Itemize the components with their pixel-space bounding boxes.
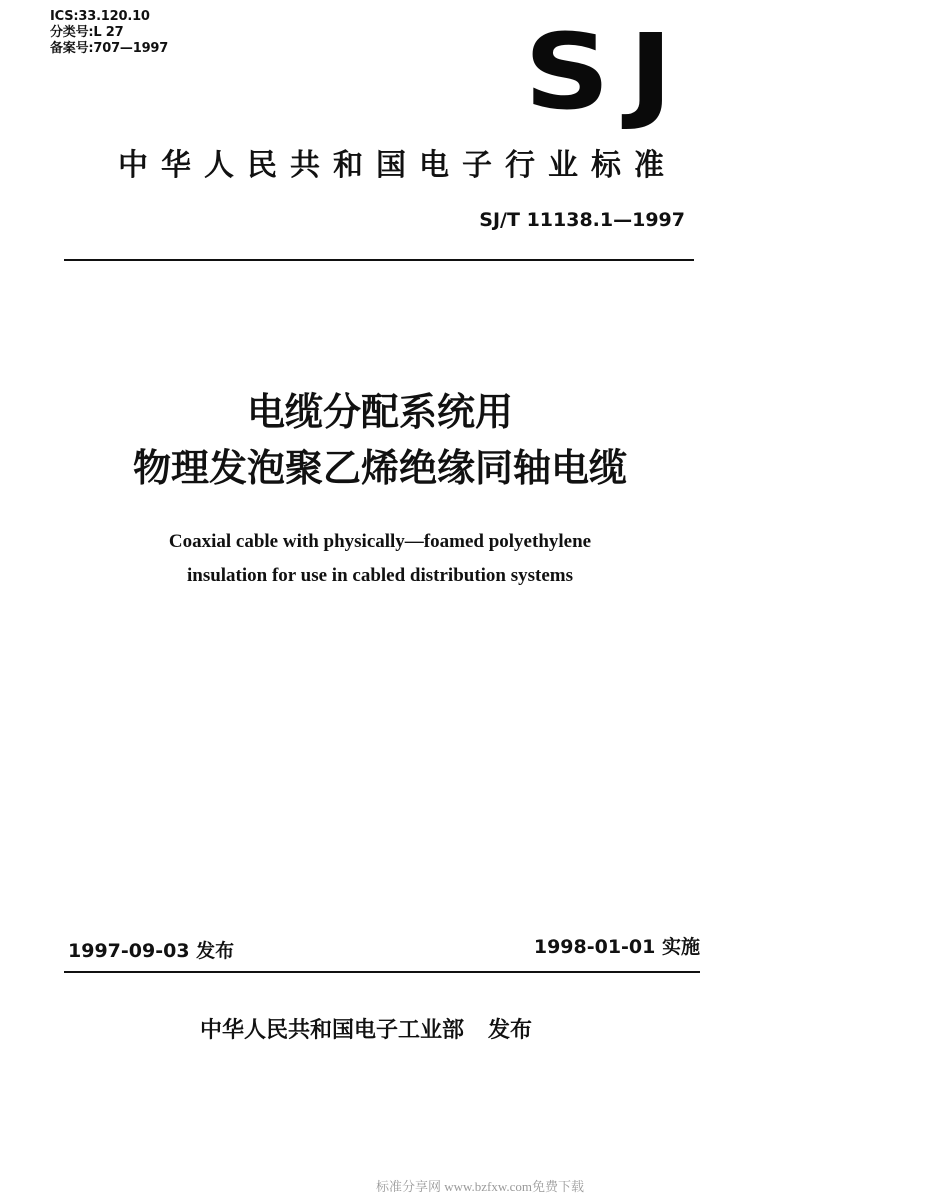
bottom-divider	[64, 971, 700, 973]
standard-code: SJ/T 11138.1—1997	[479, 209, 685, 231]
ics-code: ICS:33.120.10	[50, 9, 150, 24]
top-divider	[64, 259, 694, 261]
english-title-line-1: Coaxial cable with physically—foamed polyethylene	[168, 531, 592, 552]
industry-standard-heading: 中华人民共和国电子行业标准	[118, 148, 677, 183]
publisher	[200, 1013, 532, 1044]
english-title-line-2: insulation for use in cabled distribution systems	[186, 565, 574, 586]
footer-watermark: 标准分享网 www.bzfxw.com免费下载	[375, 1179, 585, 1194]
publisher-name: 中华人民共和国电子工业部	[200, 1018, 465, 1043]
chinese-title-line-2: 物理发泡聚乙烯绝缘同轴电缆	[132, 446, 627, 490]
english-title	[0, 525, 760, 593]
effective-date: 1998-01-01 实施	[533, 936, 700, 958]
chinese-title	[0, 384, 760, 496]
standard-metadata	[50, 9, 168, 57]
chinese-title-line-1: 电缆分配系统用	[246, 390, 513, 434]
publisher-action: 发布	[488, 1018, 533, 1043]
registration-number: 备案号:707—1997	[50, 41, 169, 56]
classification-code: 分类号:L 27	[50, 25, 124, 40]
issue-date: 1997-09-03 发布	[68, 940, 235, 962]
sj-logo: SJ	[524, 11, 692, 133]
